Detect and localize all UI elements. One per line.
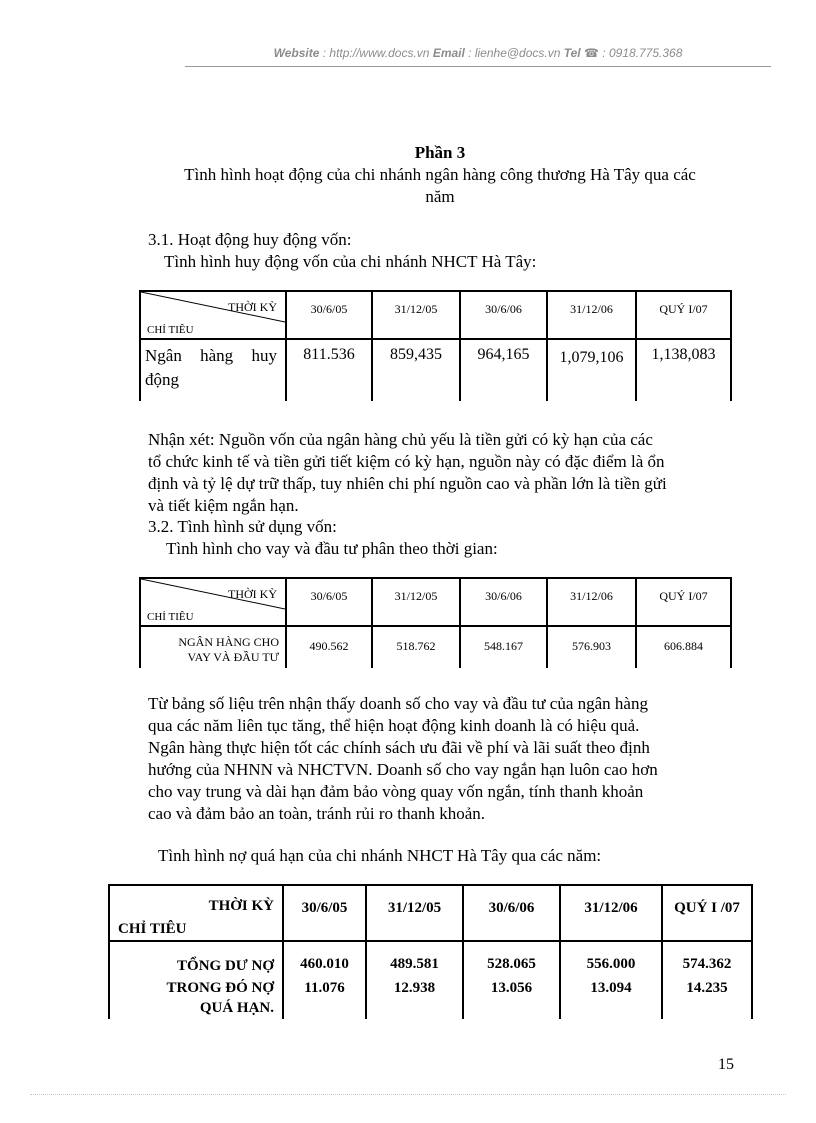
table1-header: 31/12/05 <box>372 291 460 339</box>
table3-corner-bottom: CHỈ TIÊU <box>118 921 187 937</box>
total-debt-label: TỔNG DƯ NỢ <box>177 958 274 974</box>
website-label: Website <box>273 46 320 60</box>
table3-cell <box>463 941 560 1019</box>
table3-header: 30/6/06 <box>463 885 560 941</box>
overdue-debt-value: 14.235 <box>686 980 728 996</box>
page-number: 15 <box>718 1056 734 1073</box>
table2-corner-top: THỜI KỲ <box>228 587 277 601</box>
table2-header: 31/12/06 <box>547 578 636 626</box>
table2-cell: 548.167 <box>460 626 547 668</box>
remark-line: tổ chức kinh tế và tiền gửi tiết kiệm có kỳ hạn, nguồn này có đặc điểm là ổn <box>148 452 665 471</box>
table3-cell <box>366 941 463 1019</box>
table1-header: 31/12/06 <box>547 291 636 339</box>
table1-header: 30/6/05 <box>286 291 372 339</box>
sec32-subheading: Tình hình cho vay và đầu tư phân theo thời gian: <box>166 539 498 558</box>
table2-corner <box>140 578 286 626</box>
footer-divider <box>30 1094 786 1095</box>
table3-header: 30/6/05 <box>283 885 366 941</box>
table1-cell: 859,435 <box>372 339 460 401</box>
sec31-heading: 3.1. Hoạt động huy động vốn: <box>148 230 352 249</box>
page-header <box>185 46 771 67</box>
remark-line: định và tỷ lệ dự trữ thấp, tuy nhiên chi phí nguồn cao và phần lớn là tiền gửi <box>148 474 667 493</box>
remark-line: và tiết kiệm ngắn hạn. <box>148 496 299 515</box>
table3-corner-top: THỜI KỲ <box>208 898 274 914</box>
analysis-line: hướng của NHNN và NHCTVN. Doanh số cho vay ngắn hạn luôn cao hơn <box>148 760 658 779</box>
table1-header: 30/6/06 <box>460 291 547 339</box>
table2-header: 30/6/05 <box>286 578 372 626</box>
table3-row-labels <box>109 941 283 1019</box>
table2-corner-bottom: CHỈ TIÊU <box>147 611 194 623</box>
table3-header: 31/12/05 <box>366 885 463 941</box>
table1-cell: 964,165 <box>460 339 547 401</box>
table3-cell <box>283 941 366 1019</box>
section-title <box>140 142 740 208</box>
table3-cell <box>560 941 662 1019</box>
total-debt-value: 556.000 <box>586 956 636 972</box>
table1-cell: 1,079,106 <box>547 339 636 401</box>
table2-row-label: NGÂN HÀNG CHO VAY VÀ ĐẦU TƯ <box>140 626 286 668</box>
table2-cell: 576.903 <box>547 626 636 668</box>
sec32-heading: 3.2. Tình hình sử dụng vốn: <box>148 517 337 536</box>
total-debt-value: 460.010 <box>300 956 349 972</box>
title-line-1: Tình hình hoạt động của chi nhánh ngân hàng công thương Hà Tây qua các <box>184 165 696 184</box>
overdue-debt-value: 12.938 <box>393 980 436 996</box>
overdue-debt-value: 13.094 <box>590 980 632 996</box>
analysis-line: Từ bảng số liệu trên nhận thấy doanh số cho vay và đầu tư của ngân hàng <box>148 694 648 713</box>
table1-cell: 1,138,083 <box>636 339 731 401</box>
sec31-subheading: Tình hình huy động vốn của chi nhánh NHCT Hà Tây: <box>164 252 537 271</box>
table1-corner-bottom: CHỈ TIÊU <box>147 324 194 336</box>
total-debt-value: 489.581 <box>390 956 439 972</box>
title-line-2: năm <box>425 187 455 206</box>
website-value: : http://www.docs.vn <box>322 46 430 60</box>
total-debt-value: 528.065 <box>487 956 536 972</box>
sec33-heading: Tình hình nợ quá hạn của chi nhánh NHCT Hà Tây qua các năm: <box>158 846 602 865</box>
phone-icon: ☎ <box>584 46 599 60</box>
email-label: Email <box>432 46 465 60</box>
table2-header: 31/12/05 <box>372 578 460 626</box>
table2-header: 30/6/06 <box>460 578 547 626</box>
overdue-debt-table <box>108 884 753 1019</box>
table3-header: 31/12/06 <box>560 885 662 941</box>
table1-corner-top: THỜI KỲ <box>228 300 277 314</box>
part-heading: Phần 3 <box>414 143 466 162</box>
lending-table <box>139 577 732 668</box>
overdue-debt-label: TRONG ĐÓ NỢ QUÁ HẠN. <box>166 980 274 1016</box>
overdue-debt-value: 13.056 <box>490 980 533 996</box>
table3-cell <box>662 941 752 1019</box>
table2-cell: 518.762 <box>372 626 460 668</box>
table1-header: QUÝ I/07 <box>636 291 731 339</box>
analysis-line: qua các năm liên tục tăng, thể hiện hoạt động kinh doanh là có hiệu quả. <box>148 716 640 735</box>
analysis-line: Ngân hàng thực hiện tốt các chính sách ưu đãi về phí và lãi suất theo định <box>148 738 650 757</box>
analysis-line: cho vay trung và dài hạn đảm bảo vòng quay vốn ngắn, tính thanh khoản <box>148 782 644 801</box>
remark-line: Nhận xét: Nguồn vốn của ngân hàng chủ yếu là tiền gửi có kỳ hạn của các <box>148 430 653 449</box>
email-value: : lienhe@docs.vn <box>468 46 561 60</box>
analysis-paragraph <box>148 693 748 825</box>
remark-paragraph <box>148 429 748 517</box>
table2-cell: 606.884 <box>636 626 731 668</box>
table3-corner <box>109 885 283 941</box>
table2-cell: 490.562 <box>286 626 372 668</box>
tel-label: Tel <box>563 46 581 60</box>
table1-row-label: Ngân hàng huy động <box>140 339 286 401</box>
tel-value: : 0918.775.368 <box>602 46 683 60</box>
table1-corner <box>140 291 286 339</box>
analysis-line: cao và đảm bảo an toàn, tránh rủi ro thanh khoản. <box>148 804 486 823</box>
table1-cell: 811.536 <box>286 339 372 401</box>
capital-mobilization-table <box>139 290 732 401</box>
total-debt-value: 574.362 <box>682 956 732 972</box>
table2-header: QUÝ I/07 <box>636 578 731 626</box>
overdue-debt-value: 11.076 <box>304 980 345 996</box>
table3-header: QUÝ I /07 <box>662 885 752 941</box>
